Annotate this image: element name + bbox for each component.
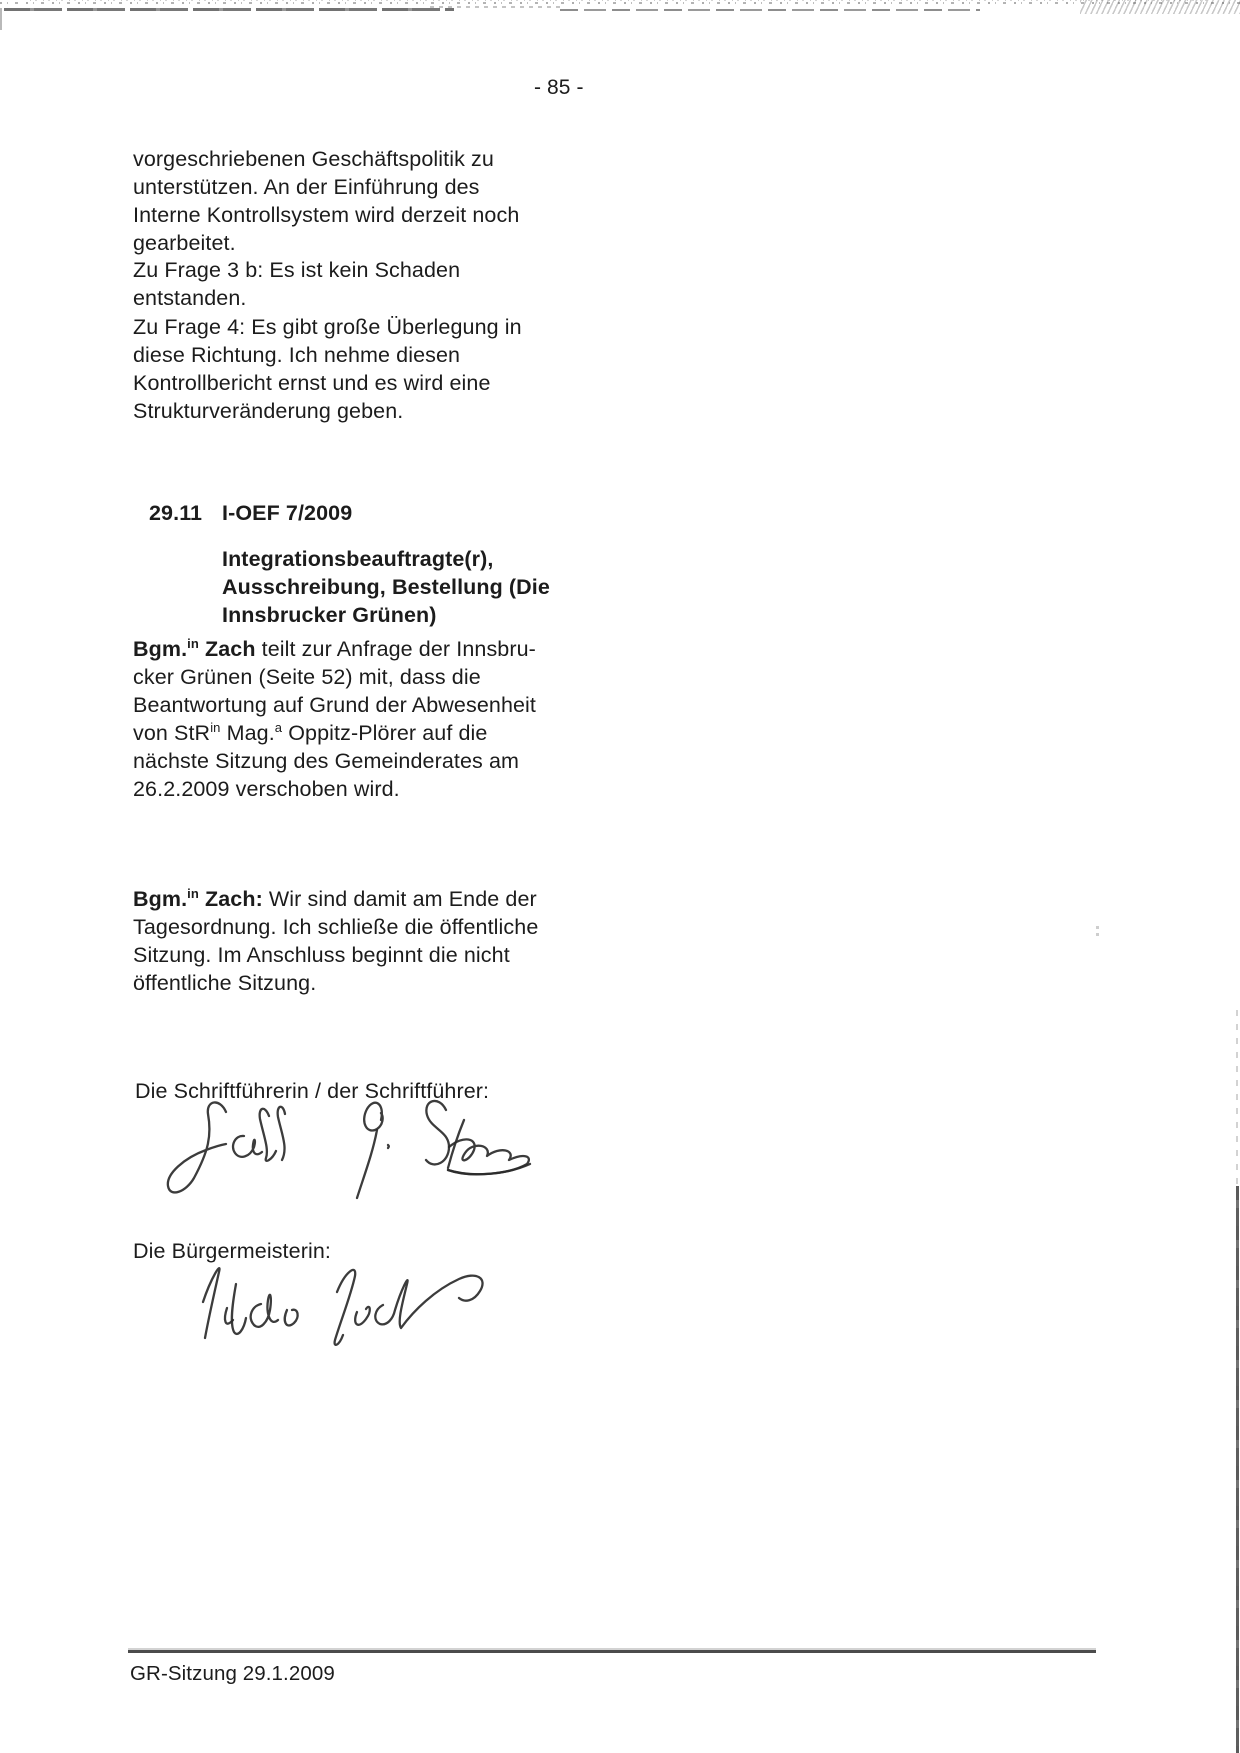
paragraph-bgm-zach-schluss [133,885,538,997]
speaker-abbr: Bgm. [133,887,188,911]
mayor-signature-handwriting [185,1250,515,1365]
text-line: gearbeitet. [133,231,236,255]
scan-artifact-top-line-right [560,9,980,11]
speaker-name: Zach [198,637,256,661]
text-line [133,719,536,747]
text-run: Oppitz-Plörer auf die [282,721,488,745]
paragraph-geschaeftspolitik [133,145,519,257]
text-run: teilt zur Anfrage der Innsbru- [255,637,536,661]
secretary-signature-label: Die Schriftführerin / der Schriftführer: [135,1079,490,1103]
text-line: nächste Sitzung des Gemeinderates am [133,749,520,773]
text-run: von StR [133,721,211,745]
text-line: unterstützen. An der Einführung des [133,175,480,199]
section-number: 29.11 [149,501,203,525]
text-line [133,635,536,663]
scan-artifact-right-faint [1236,1010,1238,1186]
text-line: öffentliche Sitzung. [133,971,317,995]
speaker-abbr: Bgm. [133,637,188,661]
section-heading [149,499,352,527]
text-line: Kontrollbericht ernst und es wird eine [133,371,491,395]
superscript-in: in [210,719,221,735]
text-line: Zu Frage 4: Es gibt große Überlegung in [133,315,522,339]
scan-artifact-top-line-mid [430,6,560,8]
scan-artifact-top-dots [0,2,1240,4]
text-line [133,885,538,913]
scan-artifact-top-dots [30,0,1210,1]
text-line: vorgeschriebenen Geschäftspolitik zu [133,147,494,171]
text-line: cker Grünen (Seite 52) mit, dass die [133,665,481,689]
text-line: Tagesordnung. Ich schließe die öffentliche [133,915,539,939]
text-line: Beantwortung auf Grund der Abwesenheit [133,693,537,717]
scan-artifact-top-right-hatch [1080,0,1240,14]
speaker-superscript: in [187,635,199,651]
footer-rule [128,1650,1096,1653]
footer-text: GR-Sitzung 29.1.2009 [130,1662,335,1685]
text-line: 26.2.2009 verschoben wird. [133,777,400,801]
page-number: - 85 - [534,76,584,99]
scan-artifact-top-line-left [4,8,454,11]
text-line: Zu Frage 3 b: Es ist kein Schaden [133,258,461,282]
section-title [222,545,550,629]
text-line: Interne Kontrollsystem wird derzeit noch [133,203,520,227]
text-line: diese Richtung. Ich nehme diesen [133,343,461,367]
paragraph-frage-4 [133,313,522,425]
text-line: Innsbrucker Grünen) [222,603,437,627]
speaker-name: Zach: [198,887,263,911]
paragraph-bgm-zach-anfrage [133,635,536,803]
superscript-a: a [274,719,283,735]
scan-artifact-speck [1096,926,1099,936]
mayor-signature-label: Die Bürgermeisterin: [133,1239,331,1263]
text-line: Integrationsbeauftragte(r), [222,547,494,571]
scan-artifact-right-line [1236,1186,1239,1753]
text-line: Sitzung. Im Anschluss beginnt die nicht [133,943,510,967]
section-code: I-OEF 7/2009 [222,501,353,525]
paragraph-frage-3b [133,256,460,312]
speaker-superscript: in [187,885,199,901]
text-line: Strukturveränderung geben. [133,399,404,423]
text-line: Ausschreibung, Bestellung (Die [222,575,550,599]
scan-artifact-left-corner [0,8,2,30]
text-line: entstanden. [133,286,247,310]
text-run: Mag. [220,721,275,745]
secretary-signatures-handwriting [148,1090,548,1215]
text-run: Wir sind damit am Ende der [262,887,537,911]
